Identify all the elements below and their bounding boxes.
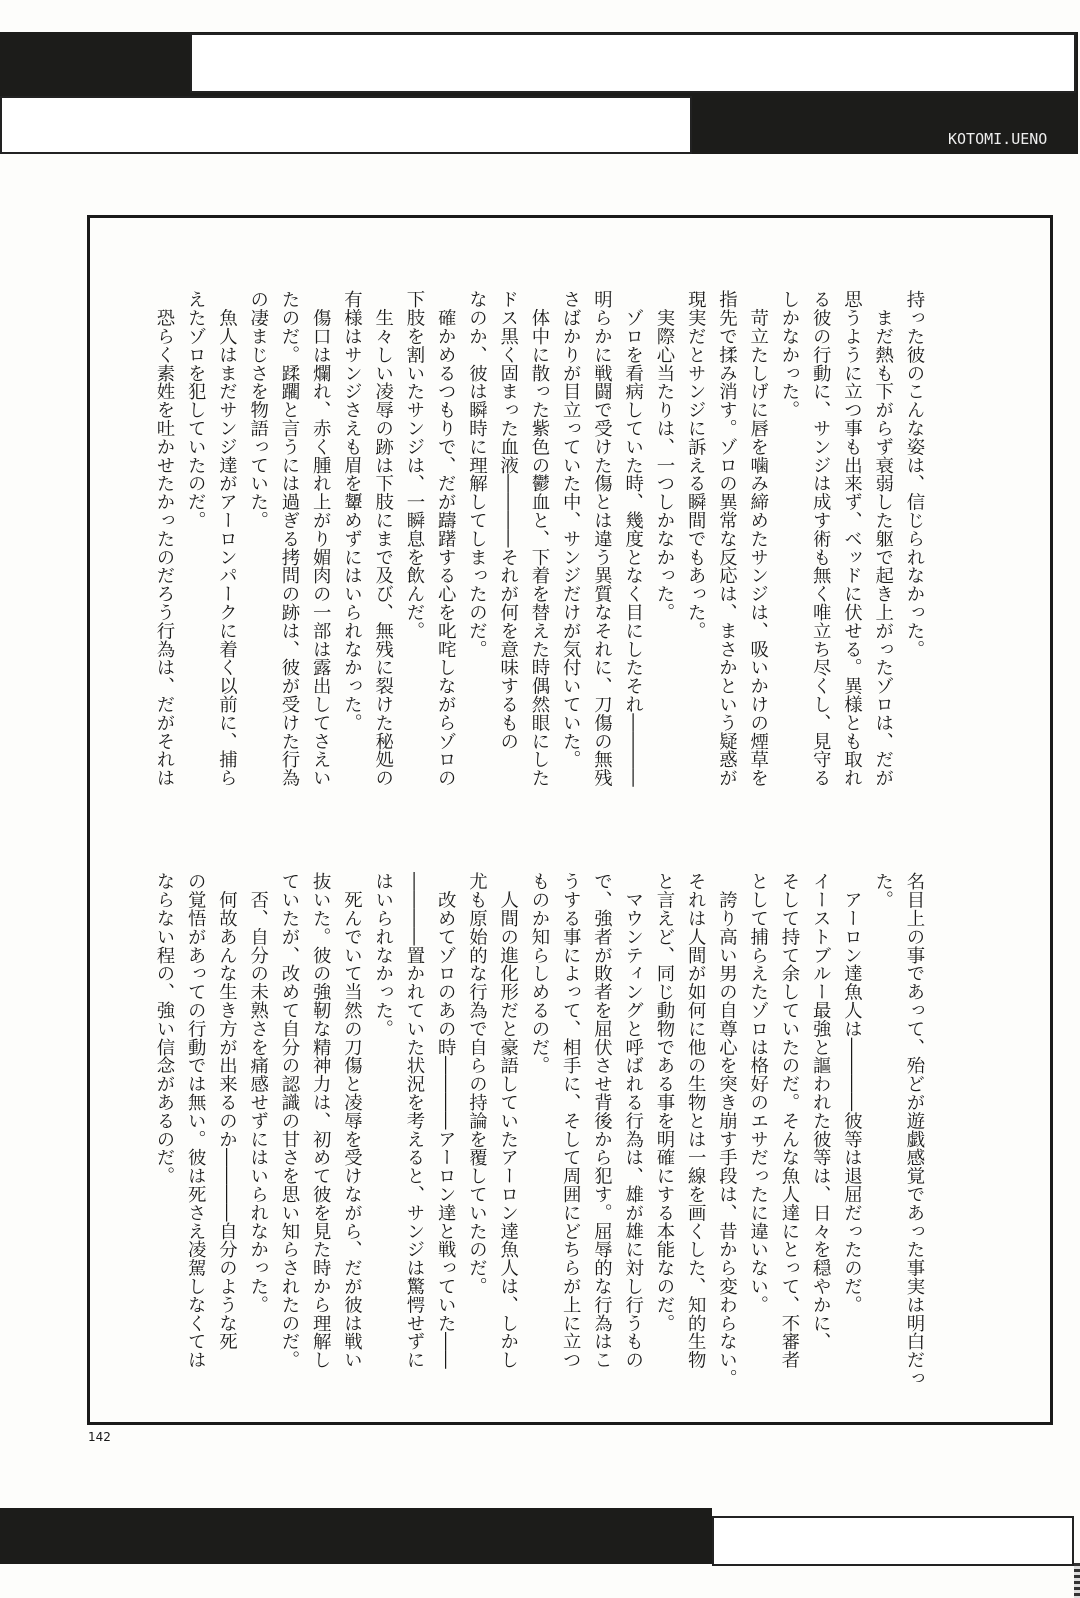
lower-text-block <box>149 872 930 1412</box>
text-column: アーロン達魚人は――――彼等は退屈だったのだ。 <box>841 872 863 1314</box>
text-column: 現実だとサンジに訴える瞬間でもあった。 <box>685 290 707 640</box>
text-column: 人間の進化形だと豪語していたアーロン達魚人は、しかし <box>497 872 519 1369</box>
text-column: 有様はサンジさえも眉を顰めずにはいられなかった。 <box>341 290 363 732</box>
text-column: 傷口は爛れ、赤く腫れ上がり媚肉の一部は露出してさえい <box>310 290 332 787</box>
text-column: 恐らく素姓を吐かせたかったのだろう行為は、だがそれは <box>154 290 175 787</box>
text-column: 明らかに戦闘で受けた傷とは違う異質なそれに、刀傷の無残 <box>591 290 613 787</box>
text-column: 下肢を割いたサンジは、一瞬息を飲んだ。 <box>404 290 425 640</box>
text-column: それは人間が如何に他の生物とは一線を画くした、知的生物 <box>685 872 707 1369</box>
text-column: 生々しい凌辱の跡は下肢にまで及び、無残に裂けた秘処の <box>372 290 394 787</box>
text-column: たのだ。蹂躙と言うには過ぎる拷問の跡は、彼が受けた行為 <box>279 290 300 787</box>
text-column: うする事によって、相手に、そして周囲にどちらが上に立つ <box>560 872 582 1369</box>
text-column: と言えど、同じ動物である事を明確にする本能なのだ。 <box>654 872 675 1332</box>
scan-edge-marks <box>1074 1563 1080 1598</box>
text-column: ゾロを看病していた時、幾度となく目にしたそれ―――― <box>622 290 644 787</box>
text-column: 死んでいて当然の刀傷と凌辱を受けながら、だが彼は戦い <box>341 872 363 1369</box>
text-column: ならない程の、強い信念があるのだ。 <box>154 872 175 1185</box>
text-column: 何故あんな生き方が出来るのか――――自分のような死 <box>216 872 238 1351</box>
text-column: として捕らえたゾロは格好のエサだったに違いない。 <box>747 872 769 1314</box>
text-column: 苛立たしげに唇を噛み締めたサンジは、吸いかけの煙草を <box>747 290 769 787</box>
author-name: KOTOMI.UENO <box>948 130 1048 148</box>
text-column: マウンティングと呼ばれる行為は、雄が雄に対し行うもの <box>622 872 644 1369</box>
text-column: 尤も原始的な行為で自らの持論を覆していたのだ。 <box>466 872 488 1296</box>
text-column: 確かめるつもりで、だが躊躇する心を叱咤しながらゾロの <box>435 290 457 787</box>
text-column: しかなかった。 <box>779 290 800 419</box>
text-column: 否、自分の未熟さを痛感せずにはいられなかった。 <box>247 872 269 1314</box>
text-column: ドス黒く固まった血液――――それが何を意味するもの <box>497 290 519 750</box>
upper-text-block <box>149 290 930 830</box>
text-column: で、強者が敗者を屈伏させ背後から犯す。屈辱的な行為はこ <box>591 872 613 1369</box>
text-column: 思うように立つ事も出来ず、ベッドに伏せる。異様とも取れ <box>841 290 863 787</box>
text-column: イーストブルー最強と謳われた彼等は、日々を穏やかに、 <box>810 872 832 1351</box>
text-column: ていたが、改めて自分の認識の甘さを思い知らされたのだ。 <box>279 872 300 1369</box>
text-column: 改めてゾロのあの時――――アーロン達と戦っていた―― <box>435 872 457 1369</box>
text-column: 抜いた。彼の強靭な精神力は、初めて彼を見た時から理解し <box>310 872 332 1369</box>
text-column: ――――置かれていた状況を考えると、サンジは驚愕せずに <box>404 872 425 1369</box>
text-column: 持った彼のこんな姿は、信じられなかった。 <box>904 290 925 658</box>
text-column: さばかりが目立っていた中、サンジだけが気付いていた。 <box>560 290 582 769</box>
text-column: 誇り高い男の自尊心を突き崩す手段は、昔から変わらない。 <box>716 872 738 1388</box>
text-column: る彼の行動に、サンジは成す術も無く唯立ち尽くし、見守る <box>810 290 832 787</box>
text-column: の凄まじさを物語っていた。 <box>247 290 269 530</box>
text-column: そして持て余していたのだ。そんな魚人達にとって、不審者 <box>779 872 800 1369</box>
text-column: はいられなかった。 <box>372 872 394 1038</box>
text-column: 指先で揉み消す。ゾロの異常な反応は、まさかという疑惑が <box>716 290 738 787</box>
text-column: の覚悟があっての行動では無い。彼は死さえ凌駕しなくては <box>185 872 207 1369</box>
text-column: た。 <box>872 872 894 909</box>
text-column: 体中に散った紫色の鬱血と、下着を替えた時偶然眼にした <box>529 290 550 787</box>
text-column: なのか、彼は瞬時に理解してしまったのだ。 <box>466 290 488 658</box>
header-title-box <box>190 33 1076 93</box>
text-column: 名目上の事であって、殆どが遊戯感覚であった事実は明白だっ <box>904 872 925 1388</box>
footer-box <box>712 1516 1074 1566</box>
footer-band <box>0 1508 712 1564</box>
text-column: まだ熱も下がらず衰弱した躯で起き上がったゾロは、だが <box>872 290 894 787</box>
page-number: 142 <box>88 1430 111 1444</box>
text-column: 実際心当たりは、一つしかなかった。 <box>654 290 675 622</box>
text-column: 魚人はまだサンジ達がアーロンパークに着く以前に、捕ら <box>216 290 238 787</box>
text-column: ものか知らしめるのだ。 <box>529 872 550 1075</box>
header-subtitle-box <box>0 96 692 154</box>
text-column: えたゾロを犯していたのだ。 <box>185 290 207 530</box>
